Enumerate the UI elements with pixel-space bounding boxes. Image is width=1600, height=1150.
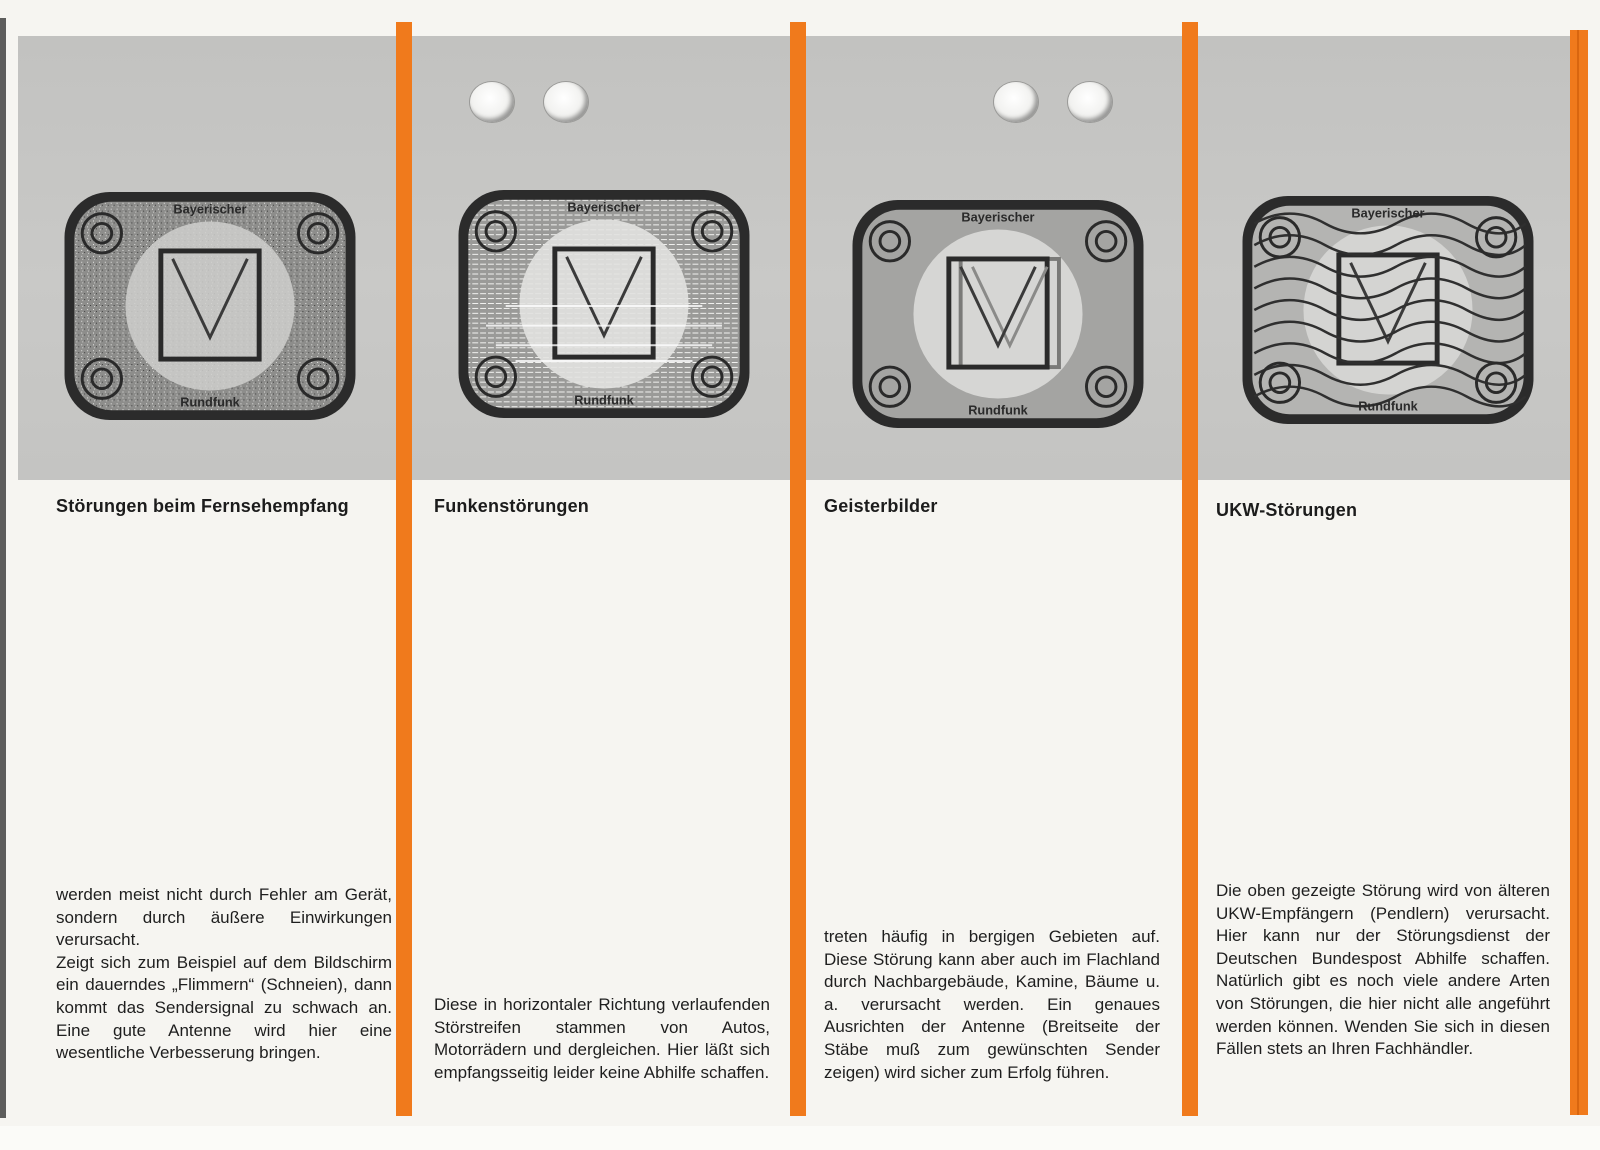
panel-1 — [18, 0, 396, 1126]
panel-3-photo — [806, 36, 1182, 480]
panel-1-photo — [18, 36, 396, 480]
tv-top-label: Bayerischer — [173, 201, 247, 217]
test-card-image — [62, 190, 358, 422]
panel-3-text — [824, 926, 1160, 1084]
test-card-image — [456, 188, 752, 420]
test-card-tv-snow — [62, 190, 358, 422]
tv-top-label: Bayerischer — [567, 199, 641, 215]
panel-4-text — [1216, 880, 1550, 1061]
test-card-image — [1240, 194, 1536, 426]
test-card-image — [850, 198, 1146, 430]
paragraph: Diese in horizontaler Richtung verlaufenden Störstreifen stammen von Autos, Motorrädern und dergleichen. Hier läßt sich empfangsseitig leider keine Abhilfe schaffen. — [434, 995, 770, 1082]
page-left-edge — [0, 18, 6, 1118]
orange-divider — [1182, 22, 1198, 1116]
panel-3-heading: Geisterbilder — [824, 496, 938, 516]
panel-1-text — [56, 884, 392, 1065]
test-card-tv-ghost — [850, 198, 1146, 430]
panel-4-heading: UKW-Störungen — [1216, 500, 1358, 520]
panel-4 — [1198, 0, 1570, 1126]
punch-hole — [994, 82, 1038, 122]
test-card-tv-waves — [1240, 194, 1536, 426]
tv-bottom-label: Rundfunk — [574, 392, 634, 408]
page-bottom-edge — [0, 1126, 1600, 1150]
panel-4-photo — [1198, 36, 1570, 480]
punch-hole — [470, 82, 514, 122]
folded-orange-edge — [1570, 30, 1588, 1115]
punch-hole — [544, 82, 588, 122]
panel-2-photo — [412, 36, 790, 480]
tv-bottom-label: Rundfunk — [1358, 398, 1418, 414]
paragraph: Zeigt sich zum Beispiel auf dem Bildschirm ein dauerndes „Flimmern“ (Schneien), dann kommt das Sendersignal zu schwach an. Eine gute Antenne wird hier eine wesentliche Verbesserung bringen. — [56, 952, 392, 1063]
tv-bottom-label: Rundfunk — [968, 402, 1028, 418]
panel-2-heading: Funkenstörungen — [434, 496, 589, 516]
punch-hole — [1068, 82, 1112, 122]
fold-line — [1577, 30, 1579, 1115]
tv-bottom-label: Rundfunk — [180, 394, 240, 410]
tv-top-label: Bayerischer — [961, 209, 1035, 225]
paragraph: werden meist nicht durch Fehler am Gerät, sondern durch äußere Einwirkungen verursacht. — [56, 885, 392, 950]
orange-divider — [790, 22, 806, 1116]
panel-2 — [412, 0, 790, 1126]
test-card-tv-sparks — [456, 188, 752, 420]
paragraph: treten häufig in bergigen Gebieten auf. Diese Störung kann aber auch im Flachland durch Nachbargebäude, Kamine, Bäume u. a. verursacht werden. Ein genaues Ausrichten der Antenne (Breitseite der Stäbe muß zum gewünschten Sender zeigen) wird sicher zum Erfolg führen. — [824, 927, 1160, 1082]
panel-3 — [806, 0, 1182, 1126]
panel-2-text — [434, 994, 770, 1084]
panel-1-heading: Störungen beim Fernsehempfang — [56, 496, 349, 516]
paragraph: Die oben gezeigte Störung wird von älteren UKW-Empfängern (Pendlern) verursacht. Hier kann nur der Störungsdienst der Deutschen Bundespost Abhilfe schaffen. Natürlich gibt es noch viele andere Arten von Störungen, die hier nicht alle angeführt werden können. Wenden Sie sich in diesen Fällen stets an Ihren Fachhändler. — [1216, 881, 1550, 1059]
orange-divider — [396, 22, 412, 1116]
tv-top-label: Bayerischer — [1351, 205, 1425, 221]
